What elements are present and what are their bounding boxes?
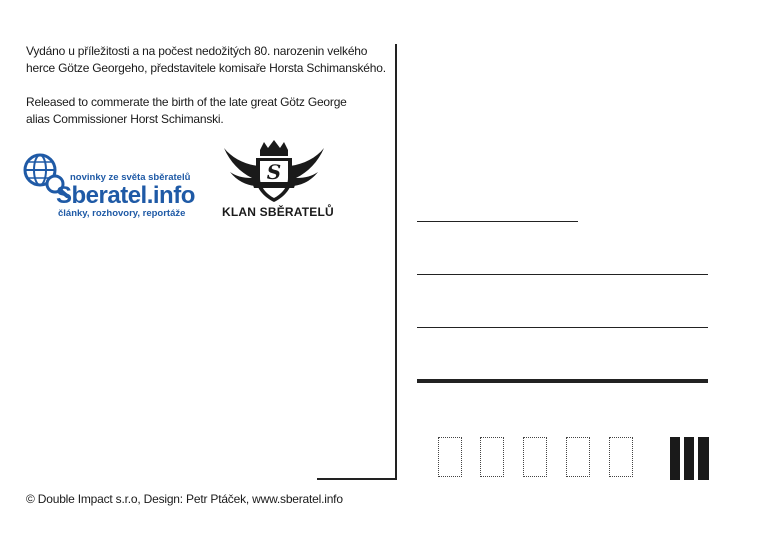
address-line-2 — [417, 274, 708, 275]
bottom-rule — [317, 478, 397, 480]
zip-box — [523, 437, 547, 477]
address-line-4 — [417, 379, 708, 383]
barcode-bar — [704, 437, 709, 480]
sberatel-tagline-top: novinky ze světa sběratelů — [70, 172, 191, 183]
klan-logo — [222, 138, 334, 222]
zip-box — [566, 437, 590, 477]
zip-box — [438, 437, 462, 477]
address-line-1 — [417, 221, 578, 222]
dedication-en-line-2: alias Commissioner Horst Schimanski. — [26, 112, 224, 126]
footer-credit: © Double Impact s.r.o, Design: Petr Ptáček, www.sberatel.info — [26, 492, 343, 506]
dedication-en-line-1: Released to commerate the birth of the late great Götz George — [26, 95, 347, 109]
zip-box — [480, 437, 504, 477]
dedication-cz-line-1: Vydáno u příležitosti a na počest nedožitých 80. narozenin velkého — [26, 44, 368, 58]
klan-emblem-letter: S — [266, 160, 282, 184]
barcode-bar — [684, 437, 694, 480]
sberatel-logo — [22, 152, 197, 222]
postcard-divider — [395, 44, 397, 480]
klan-name: KLAN SBĚRATELŮ — [222, 205, 334, 219]
zip-box — [609, 437, 633, 477]
dedication-cz-line-2: herce Götze Georgeho, představitele komisaře Horsta Schimanského. — [26, 61, 386, 75]
address-line-3 — [417, 327, 708, 328]
barcode-bar — [670, 437, 680, 480]
sberatel-tagline-bottom: články, rozhovory, reportáže — [58, 208, 186, 219]
sberatel-name: Sberatel.info — [56, 182, 195, 209]
